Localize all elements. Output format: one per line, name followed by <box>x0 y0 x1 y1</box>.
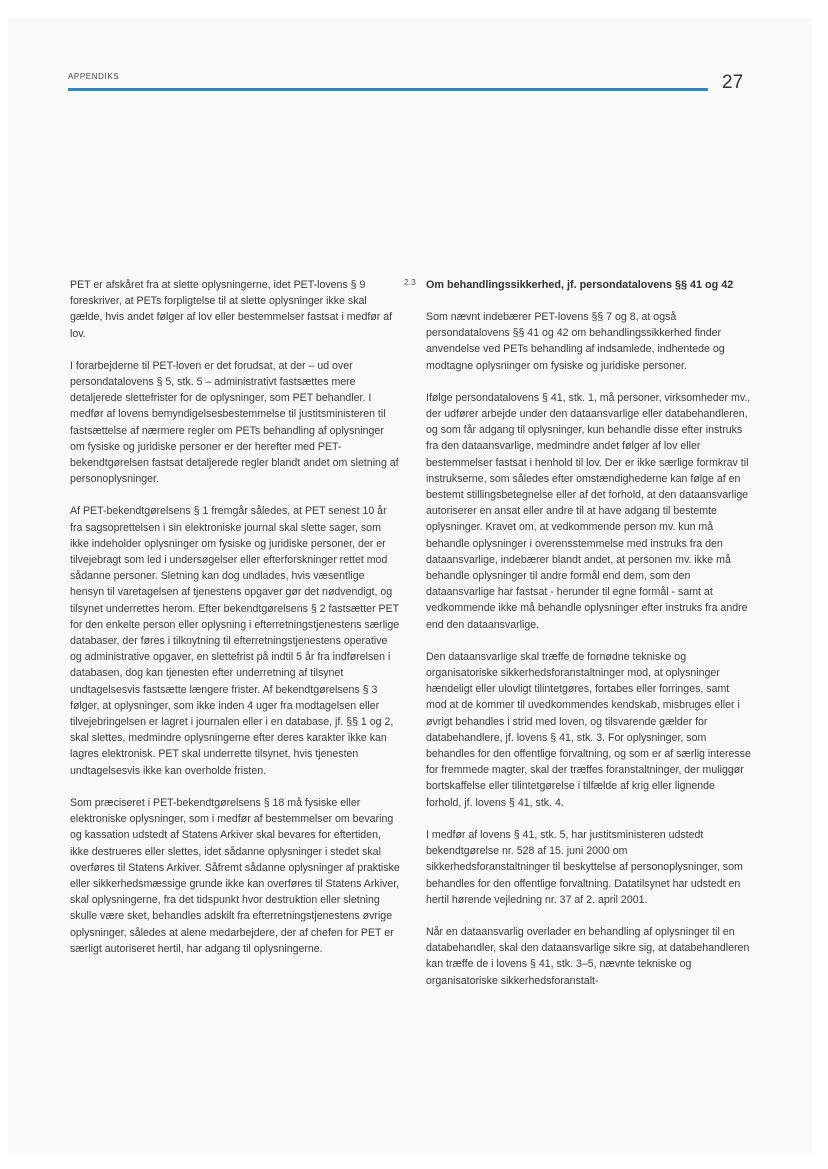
paragraph: I medfør af lovens § 41, stk. 5, har justitsministeren udstedt bekendtgørelse nr. 528 af 15. juni 2000 om sikkerhedsforanstaltninger til beskyttelse af personoplysninger, som behandles for den offentlige forvaltning. Datatilsynet har udstedt en hertil hørende vejledning nr. 37 af 2. april 2001. <box>426 828 743 906</box>
section-number: 2.3 <box>404 277 416 287</box>
left-column <box>70 277 400 973</box>
running-header: APPENDIKS <box>68 72 120 81</box>
paragraph: Når en dataansvarlig overlader en behandling af oplysninger til en databehandler, skal den dataansvarlige sikre sig, at databehandleren kan træffe de i lovens § 41, stk. 3–5, nævnte tekniske og organisatoriske sikkerhedsforanstalt- <box>426 925 750 987</box>
page-number: 27 <box>722 72 744 93</box>
section-heading: Om behandlingssikkerhed, jf. persondatalovens §§ 41 og 42 <box>426 279 734 291</box>
header-rule <box>68 88 708 91</box>
paragraph: Den dataansvarlige skal træffe de fornødne tekniske og organisatoriske sikkerhedsforanstaltninger mod, at oplysninger hændeligt eller ulovligt tilintetgøres, fortabes eller forringes, samt mod at de kommer til uvedkommendes kendskab, misbruges eller i øvrigt behandles i strid med loven, og tilsvarende gælder for databehandlere, jf. lovens § 41, stk. 3. For oplysninger, som behandles for den offentlige forvaltning, og som er af særlig interesse for fremmede magter, skal der træffes foranstaltninger, der muliggør bortskaffelse eller tilintetgørelse i tilfælde af krig eller lignende forhold, jf. lovens § 41, stk. 4. <box>426 650 751 809</box>
paragraph: Som præciseret i PET-bekendtgørelsens § 18 må fysiske eller elektroniske oplysninger, som i medfør af bestemmelser om bevaring og kassation udstedt af Statens Arkiver skal bevares for eftertiden, ikke destrueres eller slettes, idet sådanne oplysninger i stedet skal overføres til Statens Arkiver. Såfremt sådanne oplysninger af praktiske eller sikkerhedsmæssige grunde ikke kan overføres til Statens Arkiver, skal oplysningerne, fra det tidspunkt hvor destruktion eller sletning skulle være sket, behandles adskilt fra efterretningstjenestens øvrige oplysninger, således at alene medarbejdere, der af chefen for PET er særligt autoriseret hertil, har adgang til oplysningerne. <box>70 796 400 955</box>
paragraph: Som nævnt indebærer PET-lovens §§ 7 og 8, at også persondatalovens §§ 41 og 42 om behandlingssikkerhed finder anvendelse ved PETs behandling af indsamlede, indhentede og modtagne oplysninger om fysiske og juridiske personer. <box>426 311 725 372</box>
paragraph: Ifølge persondatalovens § 41, stk. 1, må personer, virksomheder mv., der udfører arbejde under den dataansvarlige eller databehandleren, og som får adgang til oplysninger, kun behandle disse efter instruks fra den dataansvarlige, medmindre andet følger af lov eller bestemmelser fastsat i henhold til lov. Der er ikke særlige formkrav til instrukserne, som således efter omstændighederne kan følge af en bestemt stillingsbetegnelse eller af det forhold, at den dataansvarlige autoriserer en ansat eller andre til at have adgang til bestemte oplysninger. Kravet om, at vedkommende person mv. kun må behandle oplysninger i overensstemmelse med instruks fra den dataansvarlige, indebærer blandt andet, at personen mv. ikke må behandle oplysninger til andre formål end dem, som den dataansvarlige har fastsat - herunder til egne formål - samt at vedkommende ikke må behandle oplysninger efter instruks fra andre end den dataansvarlige. <box>426 391 751 631</box>
paragraph: PET er afskåret fra at slette oplysningerne, idet PET-lovens § 9 foreskriver, at PETs forpligtelse til at slette oplysninger ikke skal gælde, hvis andet følger af lov eller bestemmelser fastsat i medfør af lov. <box>70 279 393 340</box>
paragraph: I forarbejderne til PET-loven er det forudsat, at der – ud over persondatalovens § 5, stk. 5 – administrativt fastsættes mere detaljerede slettefrister for de oplysninger, som PET behandler. I medfør af lovens bemyndigelsesbestemmelse til justitsministeren til fastsættelse af nærmere regler om PETs behandling af oplysninger om fysiske og juridiske personer er der herefter med PET-bekendtgørelsen fastsat detaljerede regler blandt andet om sletning af personoplysninger. <box>70 359 399 486</box>
right-column <box>426 277 752 1005</box>
paragraph: Af PET-bekendtgørelsens § 1 fremgår således, at PET senest 10 år fra sagsoprettelsen i sin elektroniske journal skal slette sager, som ikke indeholder oplysninger om fysiske og juridiske personer, der er tilvejebragt som led i undersøgelser eller efterforskninger rettet mod sådanne personer. Sletning kan dog undlades, hvis væsentlige hensyn til varetagelsen af tjenestens opgaver gør det nødvendigt, og tilsynet underrettes herom. Efter bekendtgørelsens § 2 fastsætter PET for den enkelte person eller oplysning i efterretningstjenestens særlige databaser, der føres i tilknytning til efterretningstjenestens operative og administrative opgaver, en slettefrist på indtil 5 år fra indførelsen i databasen, dog kan tjenesten efter underretning af tilsynet undtagelsesvis fastsætte længere frister. Af bekendtgørelsens § 3 følger, at oplysninger, som ikke inden 4 uger fra modtagelsen eller tilvejebringelsen er lagret i journalen eller i en database, jf. §§ 1 og 2, skal slettes, medmindre oplysningerne efter deres karakter ikke kan lagres elektronisk. PET skal underrette tilsynet, hvis tjenesten undtagelsesvis ikke kan overholde fristen. <box>70 505 400 777</box>
